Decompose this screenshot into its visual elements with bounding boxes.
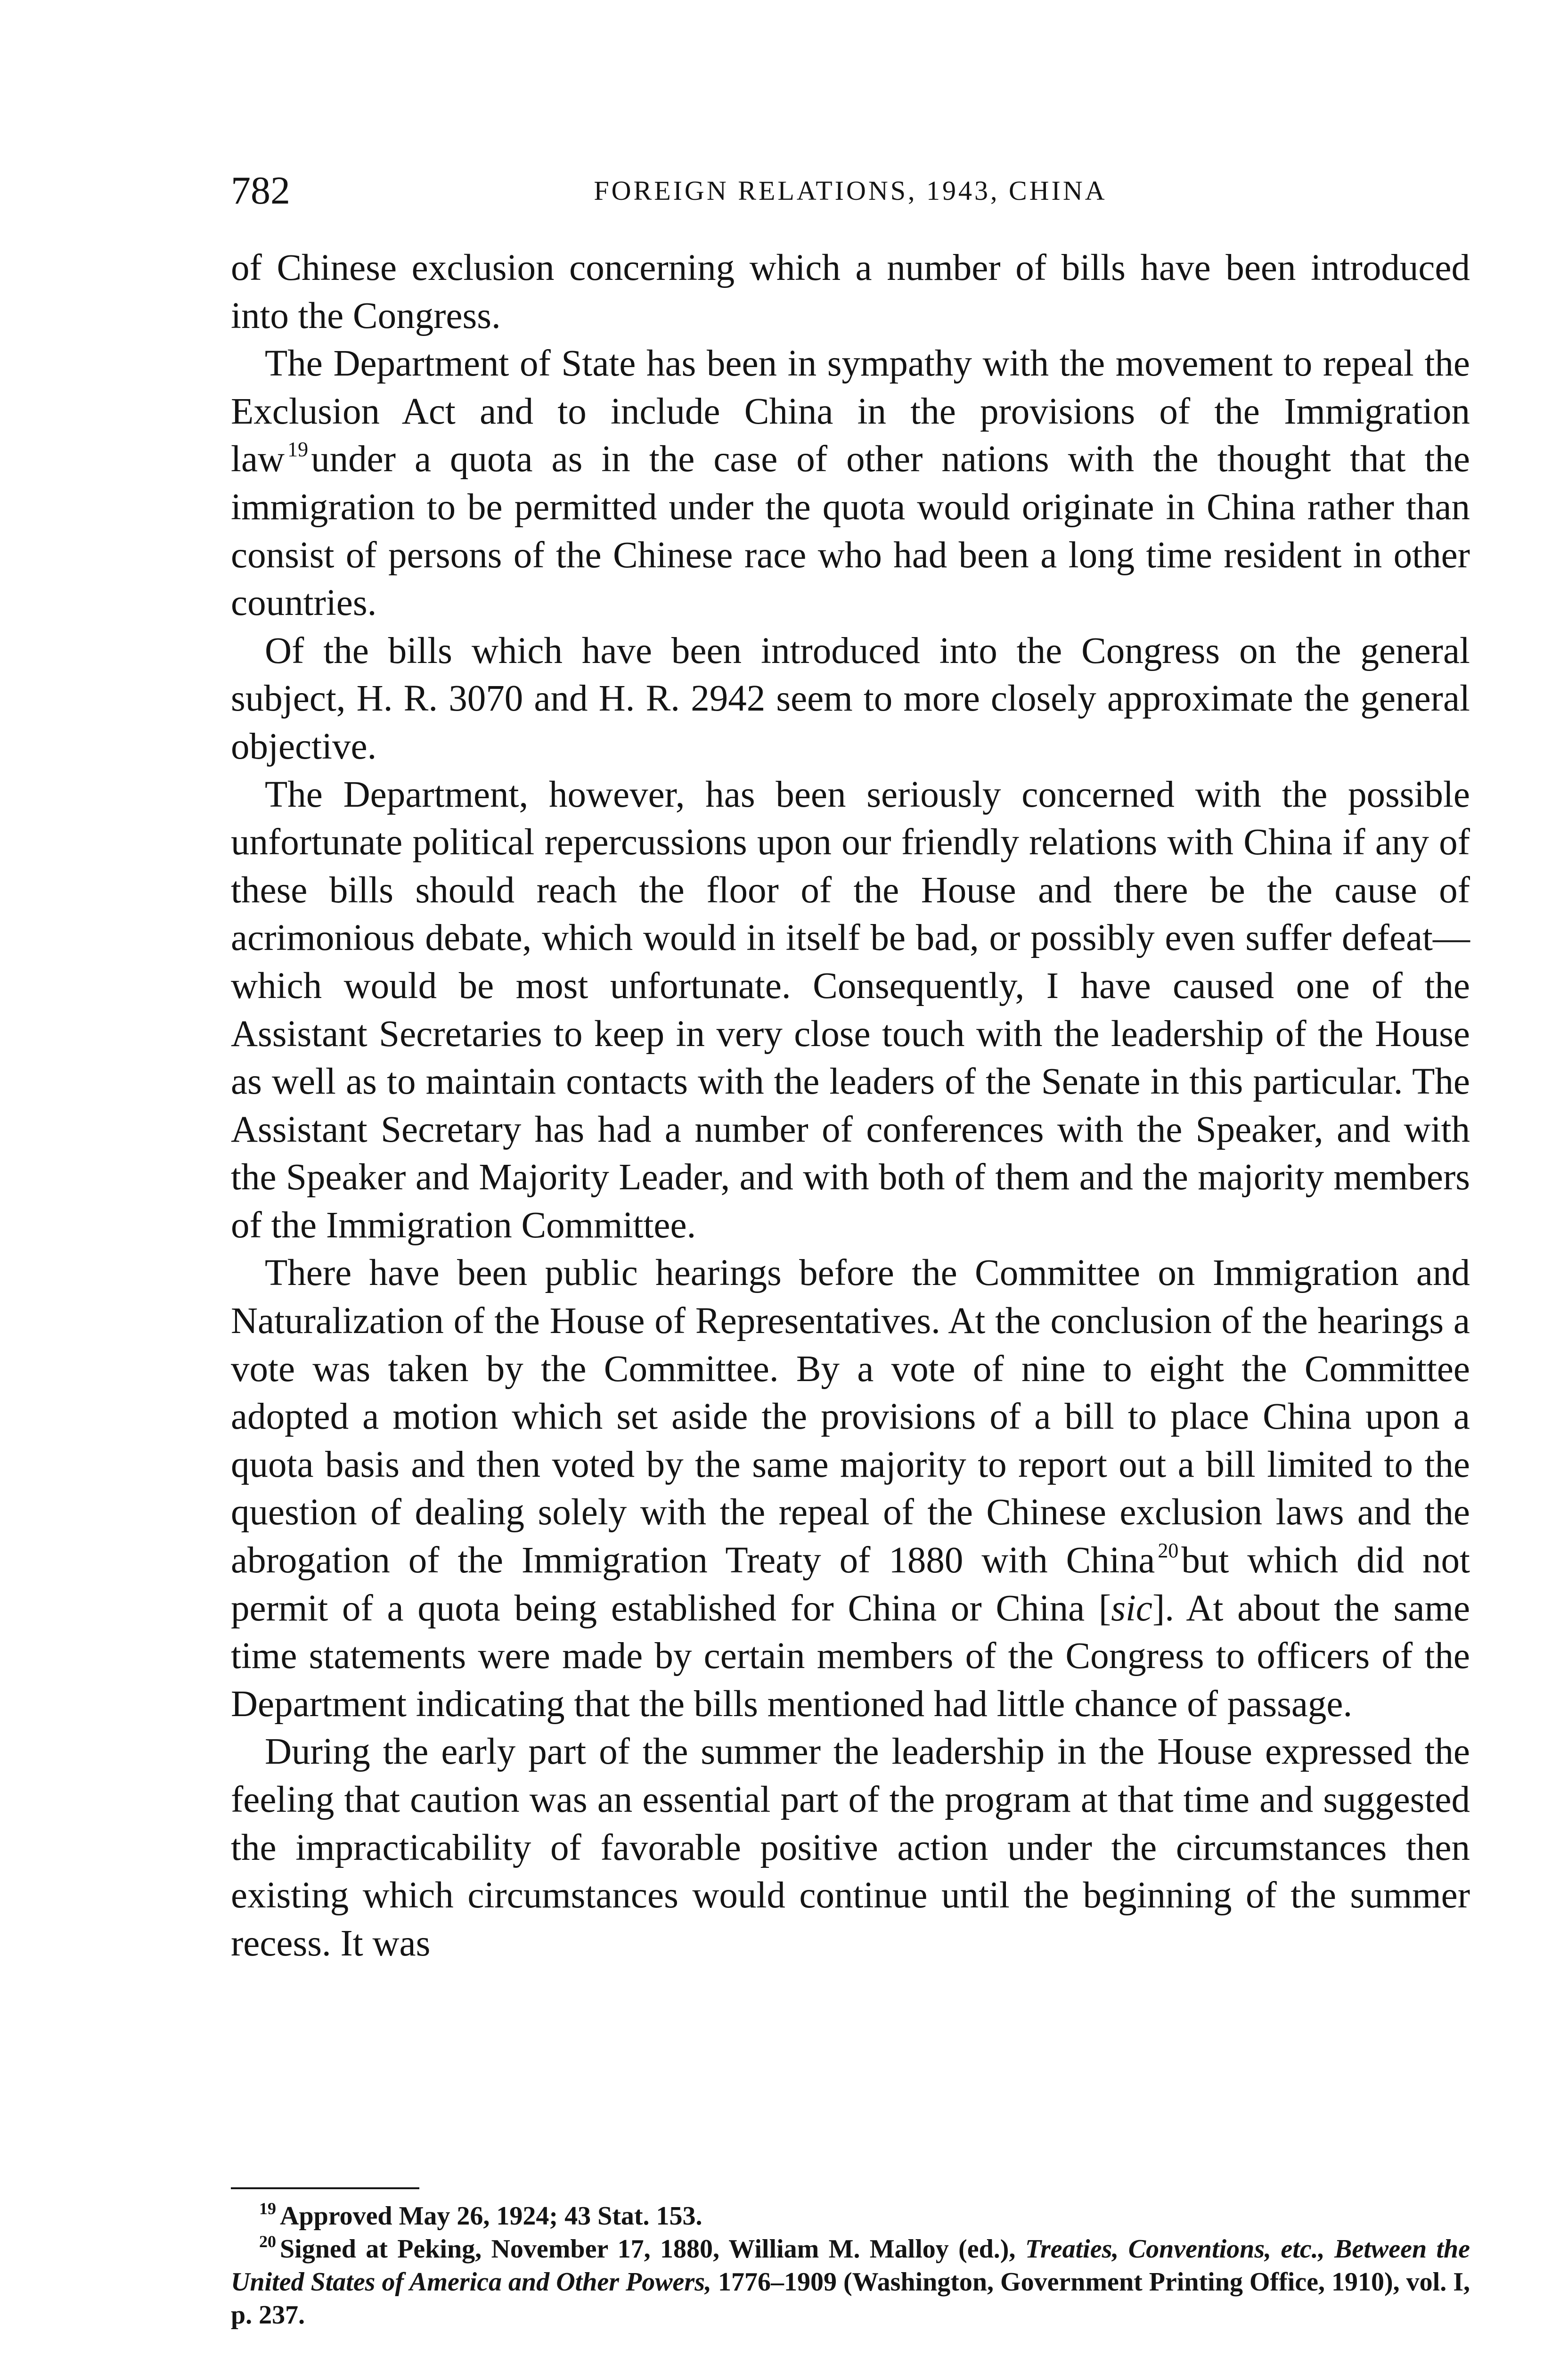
paragraph-2-text-a: The Department of State has been in sympathy with the movement to repeal the Exclusion Act and to include China in the provisions of the Immigration law bbox=[231, 343, 1470, 480]
footnote-19-text: Approved May 26, 1924; 43 Stat. 153. bbox=[280, 2201, 702, 2231]
footnote-20-text-a: Signed at Peking, November 17, 1880, William M. Malloy (ed.), bbox=[280, 2234, 1016, 2264]
paragraph-5-text-b: but which did not permit of a quota being established for China or China [ bbox=[231, 1540, 1470, 1629]
footnote-20-mark: 20 bbox=[259, 2232, 276, 2251]
body-text bbox=[231, 244, 1470, 1967]
footnote-20-text-b: 1776–1909 (Washington, Government Printing Office, 1910), vol. I, p. 237. bbox=[231, 2267, 1470, 2330]
footnote-ref-20: 20 bbox=[1158, 1539, 1179, 1562]
paragraph-4: The Department, however, has been seriously concerned with the possible unfortunate political repercussions upon our friendly relations with China if any of these bills should reach the floor of the House and there be the cause of acrimonious debate, which would in itself be bad, or possibly even suffer defeat—which would be most unfortunate. Consequently, I have caused one of the Assistant Secretaries to keep in very close touch with the leadership of the House as well as to maintain contacts with the leaders of the Senate in this particular. The Assistant Secretary has had a number of conferences with the Speaker, and with the Speaker and Majority Leader, and with both of them and the majority members of the Immigration Committee. bbox=[231, 774, 1470, 1246]
footnote-19 bbox=[231, 2200, 1470, 2233]
footnote-20 bbox=[231, 2233, 1470, 2331]
paragraph-6: During the early part of the summer the leadership in the House expressed the feeling that caution was an essential part of the program at that time and suggested the impracticability of favorable positive action under the circumstances then existing which circumstances would continue until the beginning of the summer recess. It was bbox=[231, 1731, 1470, 1964]
running-title: FOREIGN RELATIONS, 1943, CHINA bbox=[594, 175, 1107, 206]
sic-note: sic bbox=[1111, 1587, 1152, 1629]
footnote-19-mark: 19 bbox=[259, 2199, 276, 2218]
page-header bbox=[231, 165, 1470, 217]
paragraph-2-text-b: under a quota as in the case of other nations with the thought that the immigration to be permitted under the quota would originate in China rather than consist of persons of the Chinese race who had been a long time resident in other countries. bbox=[231, 439, 1470, 624]
page-number: 782 bbox=[231, 169, 290, 213]
footnote-ref-19: 19 bbox=[287, 438, 309, 461]
paragraph-5-text-a: There have been public hearings before the Committee on Immigration and Naturalization of the House of Representatives. At the conclusion of the hearings a vote was taken by the Committee. By a vote of nine to eight the Committee adopted a motion which set aside the provisions of a bill to place China upon a quota basis and then voted by the same majority to report out a bill limited to the question of dealing solely with the repeal of the Chinese exclusion laws and the abrogation of the Immigration Treaty of 1880 with China bbox=[231, 1252, 1470, 1581]
footnotes bbox=[231, 2200, 1470, 2331]
paragraph-1: of Chinese exclusion concerning which a number of bills have been introduced into the Congress. bbox=[231, 247, 1470, 336]
paragraph-3: Of the bills which have been introduced into the Congress on the general subject, H. R. 3070 and H. R. 2942 seem to more closely approximate the general objective. bbox=[231, 630, 1470, 767]
footnote-divider bbox=[231, 2187, 419, 2189]
paragraph-5-text-c: ]. At about the same time statements were made by certain members of the Congress to officers of the Department indicating that the bills mentioned had little chance of passage. bbox=[231, 1587, 1470, 1725]
footnote-20-title: Treaties, Conventions, etc., Between the United States of America and Other Powers, bbox=[231, 2234, 1470, 2297]
paragraph-5 bbox=[231, 1249, 1470, 1728]
paragraph-2 bbox=[231, 340, 1470, 627]
